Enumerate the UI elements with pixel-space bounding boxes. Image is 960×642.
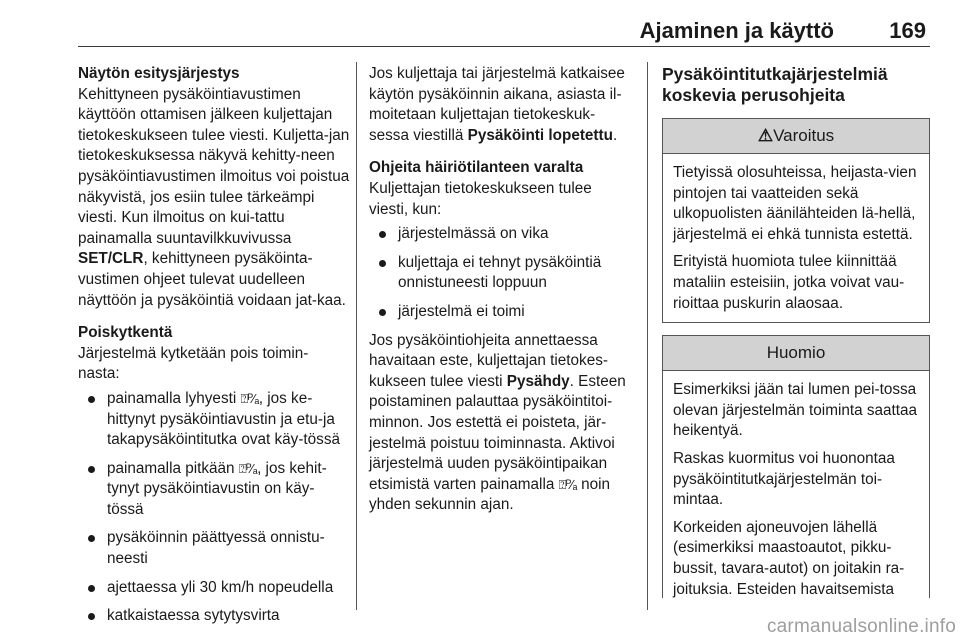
message-label: Pysäköinti lopetettu xyxy=(467,126,613,144)
heading-basic-instructions: Pysäköintitutkajärjestelmiä koskevia perusohjeita xyxy=(662,64,888,105)
paragraph: Jos pysäköintiohjeita annettaessa havaitaan este, kuljettajan tietokes-kukseen tulee viesti Pysähdy. Esteen poistaminen palauttaa pysäköintitoi-minnon. Jos estettä ei poisteta, jär-jestelmä poistuu toiminnasta. Aktivoi järjestelmä uuden pysäköintipaikan etsimistä varten painamalla ⍰ᴾ⁄ₐ noin yhden sekunnin ajan. xyxy=(369,331,626,514)
list-item: painamalla pitkään ⍰ᴾ⁄ₐ, jos kehit-tynyt pysäköintiavustin on käy-tössä xyxy=(78,459,350,521)
column-left xyxy=(78,64,350,635)
message-label: Pysähdy xyxy=(506,372,570,390)
note-header: Huomio xyxy=(663,336,929,371)
heading-deactivation: Poiskytkentä xyxy=(78,324,173,342)
warning-box xyxy=(662,118,930,323)
paragraph: Esimerkiksi jään tai lumen pei-tossa olevan järjestelmän toiminta saattaa heikentyä. xyxy=(673,381,918,440)
bullet-list xyxy=(369,224,635,322)
list-item: katkaistaessa sytytysvirta xyxy=(78,606,350,627)
list-item: painamalla lyhyesti ⍰ᴾ⁄ₐ, jos ke-hittynyt pysäköintiavustin ja etu-ja takapysäköintitutka ovat käy-tössä xyxy=(78,389,350,451)
set-clr-label: SET/CLR xyxy=(78,250,144,268)
column-middle xyxy=(369,64,635,516)
list-item: järjestelmä ei toimi xyxy=(369,302,635,323)
page-header xyxy=(78,0,930,47)
note-box xyxy=(662,335,930,598)
watermark: carmanualsonline.info xyxy=(766,616,956,637)
paragraph: Kehittyneen pysäköintiavustimen käyttöön ottamisen jälkeen kuljettajan tietokeskukseen tulee viesti. Kuljetta-jan tietokeskuksessa näkyvä kehitty-neen pysäköintiavustimen ilmoitus voi poistua näkyvistä, jos esiin tulee tärkeämpi viesti. Kun ilmoitus on kui-tattu painamalla suuntavilkkuvivussa SET/CLR, kehittyneen pysäköinta-vustimen ohjeet tulevat uudelleen näyttöön ja pysäköintiä voidaan jat-kaa. xyxy=(78,85,350,309)
paragraph: Erityistä huomiota tulee kiinnittää mataliin esteisiin, jotka voivat vau-rioittaa puskurin alaosaa. xyxy=(673,253,905,312)
parking-button-icon: ⍰ᴾ⁄ₐ xyxy=(238,460,258,476)
paragraph: Raskas kuormitus voi huonontaa pysäköintitutkajärjestelmän toi-mintaa. xyxy=(673,449,895,509)
warning-title: Varoitus xyxy=(773,126,835,145)
parking-button-icon: ⍰ᴾ⁄ₐ xyxy=(558,476,577,492)
heading-fault-instructions: Ohjeita häiriötilanteen varalta xyxy=(369,159,584,177)
column-right xyxy=(662,64,930,598)
heading-display-order: Näytön esitysjärjestys xyxy=(78,65,240,82)
warning-header xyxy=(663,119,929,154)
paragraph: Kuljettajan tietokeskukseen tulee viesti, kun: xyxy=(369,179,592,218)
paragraph: Korkeiden ajoneuvojen lähellä (esimerkiksi maastoautot, pikku-bussit, tavara-autot) on joitakin ra-joituksia. Esteiden havaitsemista xyxy=(673,518,905,598)
warning-icon: ⚠ xyxy=(757,126,774,145)
parking-button-icon: ⍰ᴾ⁄ₐ xyxy=(240,390,259,406)
warning-body xyxy=(663,154,929,322)
paragraph: Jos kuljettaja tai järjestelmä katkaisee käytön pysäköinnin aikana, asiasta il-moitetaan kuljettajan tietokeskuk-sessa viestillä Pysäköinti lopetettu. xyxy=(369,65,625,144)
paragraph: Tietyissä olosuhteissa, heijasta-vien pintojen tai vaatteiden sekä ulkopuolisten äänilähteiden lä-hellä, järjestelmä ei ehkä tunnista estettä. xyxy=(673,164,917,243)
bullet-list xyxy=(78,389,350,627)
column-divider xyxy=(356,62,357,610)
paragraph: Järjestelmä kytketään pois toimin-nasta: xyxy=(78,344,309,383)
page-number: 169 xyxy=(889,18,926,43)
section-title: Ajaminen ja käyttö xyxy=(639,18,834,43)
list-item: kuljettaja ei tehnyt pysäköintiä onnistuneesti loppuun xyxy=(369,253,635,294)
list-item: pysäköinnin päättyessä onnistu-neesti xyxy=(78,528,350,569)
list-item: järjestelmässä on vika xyxy=(369,224,635,245)
list-item: ajettaessa yli 30 km/h nopeudella xyxy=(78,578,350,599)
note-body xyxy=(663,371,929,598)
column-divider xyxy=(647,62,648,610)
